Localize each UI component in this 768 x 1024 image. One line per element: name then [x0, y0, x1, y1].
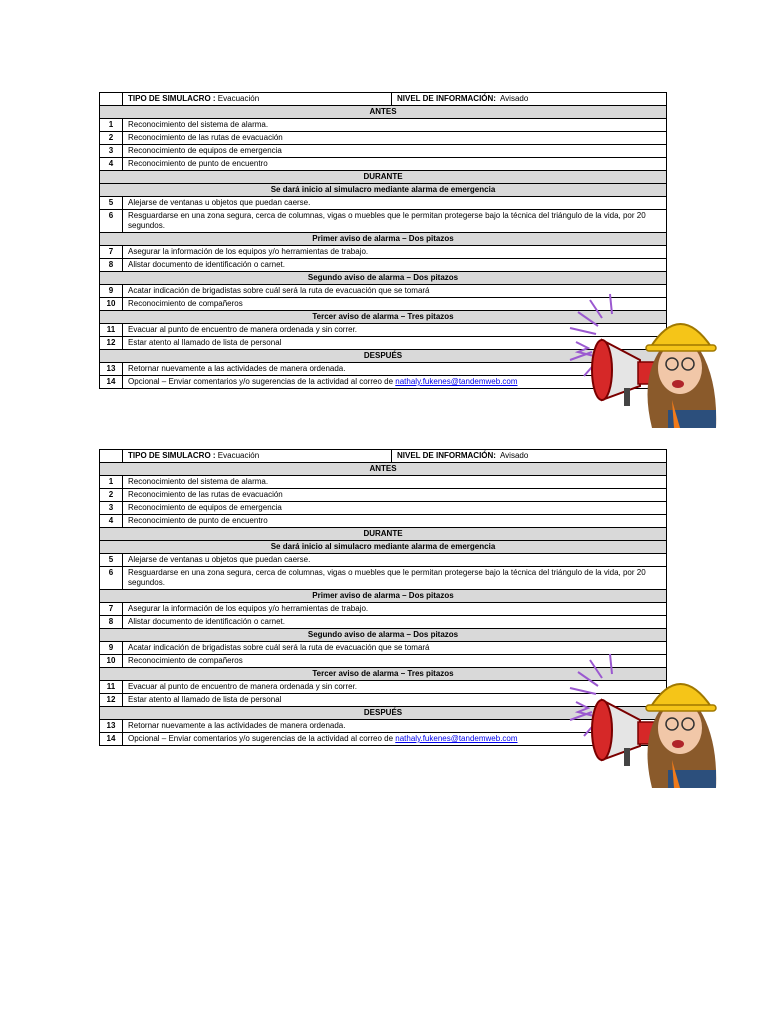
table-row: 4 Reconocimiento de punto de encuentro: [100, 158, 667, 171]
nivel-label: NIVEL DE INFORMACIÓN:: [397, 451, 496, 460]
table-row: 11 Evacuar al punto de encuentro de manera ordenada y sin correr.: [100, 324, 667, 337]
section-despues: DESPUÉS: [100, 350, 667, 363]
nivel-value: Avisado: [499, 94, 529, 103]
section-segundo-aviso: Segundo aviso de alarma – Dos pitazos: [100, 272, 667, 285]
email-link[interactable]: nathaly.fukenes@tandemweb.com: [395, 377, 518, 386]
nivel-value: Avisado: [499, 451, 529, 460]
table-row: 11 Evacuar al punto de encuentro de manera ordenada y sin correr.: [100, 681, 667, 694]
email-link[interactable]: nathaly.fukenes@tandemweb.com: [395, 734, 518, 743]
section-durante: DURANTE: [100, 528, 667, 541]
table-row: 10 Reconocimiento de compañeros: [100, 298, 667, 311]
table-row: 1 Reconocimiento del sistema de alarma.: [100, 119, 667, 132]
table-row: 2 Reconocimiento de las rutas de evacuación: [100, 132, 667, 145]
table-row: 8 Alistar documento de identificación o carnet.: [100, 616, 667, 629]
section-inicio: Se dará inicio al simulacro mediante alarma de emergencia: [100, 541, 667, 554]
table-row: 3 Reconocimiento de equipos de emergencia: [100, 145, 667, 158]
section-despues: DESPUÉS: [100, 707, 667, 720]
table-row: 13 Retornar nuevamente a las actividades de manera ordenada.: [100, 720, 667, 733]
section-durante: DURANTE: [100, 171, 667, 184]
tipo-label: TIPO DE SIMULACRO :: [128, 94, 216, 103]
tipo-value: Evacuación: [217, 451, 260, 460]
nivel-cell: [392, 450, 667, 463]
table-row: 9 Acatar indicación de brigadistas sobre cuál será la ruta de evacuación que se tomará: [100, 642, 667, 655]
megaphone-worker-illustration: [540, 650, 720, 790]
table-row: 12 Estar atento al llamado de lista de personal: [100, 337, 667, 350]
section-tercer-aviso: Tercer aviso de alarma – Tres pitazos: [100, 311, 667, 324]
section-antes: ANTES: [100, 106, 667, 119]
table-row: 4 Reconocimiento de punto de encuentro: [100, 515, 667, 528]
section-segundo-aviso: Segundo aviso de alarma – Dos pitazos: [100, 629, 667, 642]
table-row: 7 Asegurar la información de los equipos y/o herramientas de trabajo.: [100, 603, 667, 616]
tipo-cell: [123, 450, 392, 463]
table-row: 8 Alistar documento de identificación o carnet.: [100, 259, 667, 272]
megaphone-icon: [592, 700, 654, 766]
tipo-value: Evacuación: [217, 94, 260, 103]
table-row: 6 Resguardarse en una zona segura, cerca de columnas, vigas o muebles que le permitan protegerse bajo la técnica del triángulo de la vida, por 20 segundos.: [100, 567, 667, 590]
section-antes: ANTES: [100, 463, 667, 476]
nivel-cell: [392, 93, 667, 106]
table-row: 2 Reconocimiento de las rutas de evacuación: [100, 489, 667, 502]
table-row: 6 Resguardarse en una zona segura, cerca de columnas, vigas o muebles que le permitan protegerse bajo la técnica del triángulo de la vida, por 20 segundos.: [100, 210, 667, 233]
megaphone-icon: [592, 340, 654, 406]
table-row: 13 Retornar nuevamente a las actividades de manera ordenada.: [100, 363, 667, 376]
table-row: 14 Opcional – Enviar comentarios y/o sugerencias de la actividad al correo de nathaly.fukenes@tandemweb.com: [100, 376, 667, 389]
header-row: [100, 93, 667, 106]
table-row: 9 Acatar indicación de brigadistas sobre cuál será la ruta de evacuación que se tomará: [100, 285, 667, 298]
section-tercer-aviso: Tercer aviso de alarma – Tres pitazos: [100, 668, 667, 681]
nivel-label: NIVEL DE INFORMACIÓN:: [397, 94, 496, 103]
table-row: 1 Reconocimiento del sistema de alarma.: [100, 476, 667, 489]
header-row: [100, 450, 667, 463]
worker-icon: [646, 324, 716, 428]
section-inicio: Se dará inicio al simulacro mediante alarma de emergencia: [100, 184, 667, 197]
table-row: 14 Opcional – Enviar comentarios y/o sugerencias de la actividad al correo de nathaly.fukenes@tandemweb.com: [100, 733, 667, 746]
worker-icon: [646, 684, 716, 788]
section-primer-aviso: Primer aviso de alarma – Dos pitazos: [100, 233, 667, 246]
table-row: 5 Alejarse de ventanas u objetos que puedan caerse.: [100, 554, 667, 567]
tipo-cell: [123, 93, 392, 106]
section-primer-aviso: Primer aviso de alarma – Dos pitazos: [100, 590, 667, 603]
table-row: 7 Asegurar la información de los equipos y/o herramientas de trabajo.: [100, 246, 667, 259]
table-row: 3 Reconocimiento de equipos de emergencia: [100, 502, 667, 515]
table-row: 10 Reconocimiento de compañeros: [100, 655, 667, 668]
table-row: 5 Alejarse de ventanas u objetos que puedan caerse.: [100, 197, 667, 210]
megaphone-worker-illustration: [540, 290, 720, 430]
table-row: 12 Estar atento al llamado de lista de personal: [100, 694, 667, 707]
tipo-label: TIPO DE SIMULACRO :: [128, 451, 216, 460]
